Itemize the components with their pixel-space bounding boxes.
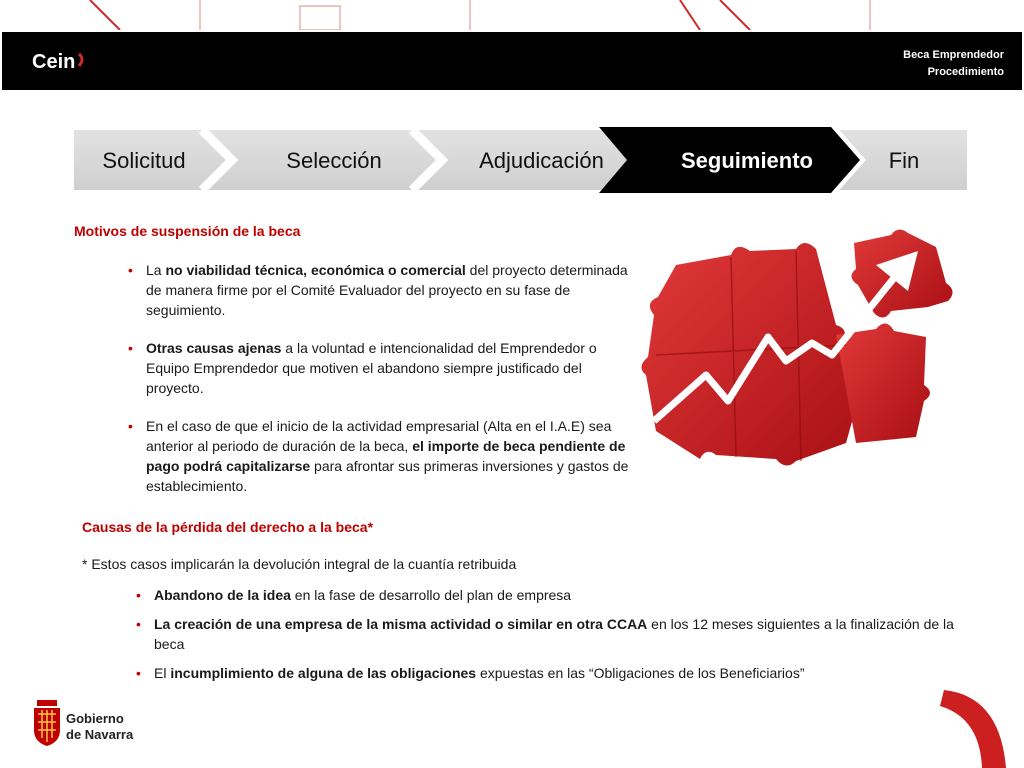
step-fin: Fin [888, 148, 920, 173]
puzzle-growth-illustration [636, 225, 956, 470]
header-bar [2, 32, 1022, 90]
cein-logo-text: Cein [32, 51, 76, 73]
header-title-line2: Procedimiento [927, 66, 1004, 78]
loss-list [136, 585, 956, 683]
step-adjudicacion: Adjudicación [479, 148, 604, 173]
gov-line2: de Navarra [66, 727, 134, 742]
list-item-bold: el importe de beca pendiente de pago podrá capitalizarse [146, 438, 626, 474]
step-solicitud: Solicitud [102, 148, 186, 173]
list-item-post: a la voluntad e intencionalidad del Emprendedor o Equipo Emprendedor que motiven el abandono siempre justificado del proyecto. [146, 340, 597, 396]
list-item-bold: La creación de una empresa de la misma actividad o similar en otra CCAA [154, 616, 648, 632]
section-loss-title: Causas de la pérdida del derecho a la beca* [82, 519, 374, 535]
top-decorative-strip [0, 0, 1024, 30]
list-item-bold: Abandono de la idea [154, 587, 291, 603]
list-item-pre: El [154, 665, 171, 681]
list-item [136, 585, 956, 605]
gov-line1: Gobierno [66, 711, 124, 726]
list-item-post: del proyecto determinada de manera firme por el Comité Evaluador del proyecto en su fase de seguimiento. [146, 262, 628, 318]
list-item-bold: Otras causas ajenas [146, 340, 282, 356]
list-item [128, 416, 638, 496]
list-item-post: para afrontar sus primeras inversiones y gastos de establecimiento. [146, 458, 629, 494]
list-item-pre: En el caso de que el inicio de la actividad empresarial (Alta en el I.A.E) sea anterior al periodo de duración de la beca, [146, 418, 612, 454]
list-item-bold: no viabilidad técnica, económica o comercial [165, 262, 466, 278]
cein-logo [32, 46, 92, 76]
list-item [136, 614, 956, 654]
step-seguimiento: Seguimiento [680, 148, 813, 173]
section-suspension-title: Motivos de suspensión de la beca [74, 223, 301, 239]
list-item-post: expuestas en las “Obligaciones de los Beneficiarios” [476, 665, 805, 681]
list-item [128, 260, 638, 320]
list-item-pre: La [146, 262, 166, 278]
process-steps [74, 124, 967, 196]
header-title [903, 47, 1004, 81]
list-item [128, 338, 638, 398]
navarra-coat-of-arms-icon [32, 700, 62, 746]
list-item-post: en la fase de desarrollo del plan de empresa [290, 587, 572, 603]
list-item [136, 663, 956, 683]
suspension-list [128, 260, 638, 496]
list-item-post: en los 12 meses siguientes a la finalización de la beca [154, 616, 954, 652]
gobierno-navarra-name [66, 711, 133, 743]
loss-note: * Estos casos implicarán la devolución integral de la cuantía retribuida [82, 556, 517, 572]
step-seleccion: Selección [286, 148, 382, 173]
header-title-line1: Beca Emprendedor [903, 49, 1004, 61]
list-item-bold: incumplimiento de alguna de las obligaciones [170, 665, 477, 681]
corner-swoosh-decoration [930, 680, 1024, 768]
